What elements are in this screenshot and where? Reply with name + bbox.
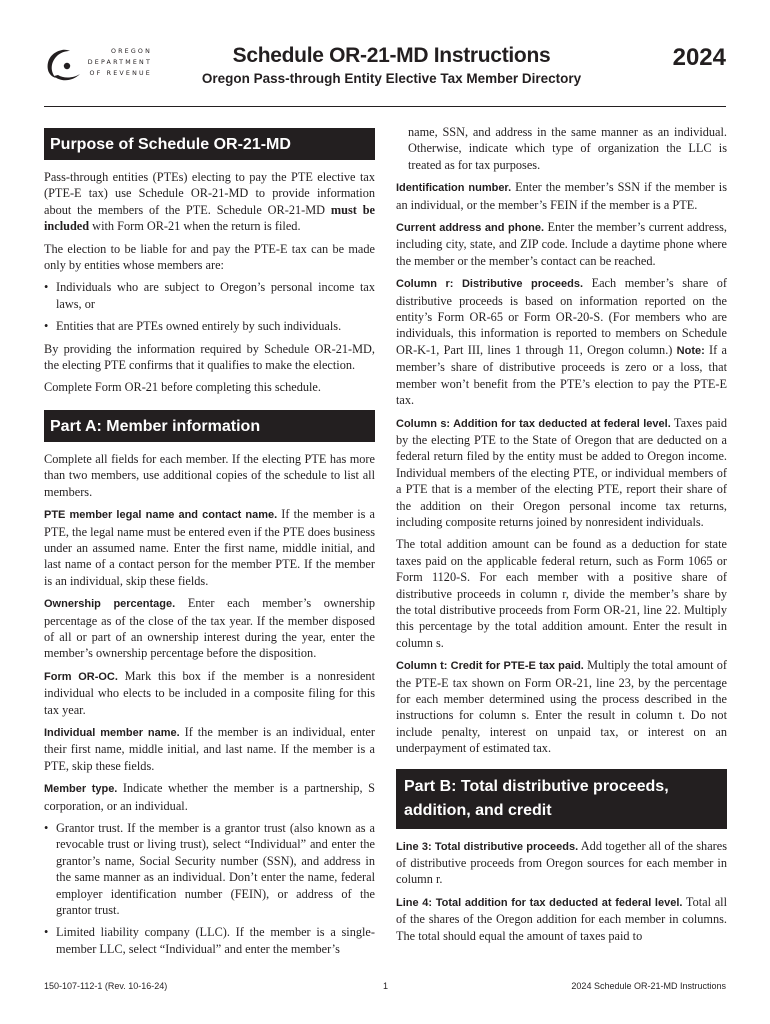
list-item: • Individuals who are subject to Oregon’s personal income tax laws, or bbox=[44, 279, 375, 312]
paragraph: PTE member legal name and contact name. If the member is a PTE, the legal name must be entered even if the PTE does business under an assumed name. Enter the first name, middle initial, and last name of a contact person for the member PTE. If the member is an individual, skip these fields. bbox=[44, 507, 375, 588]
logo-line: OREGON bbox=[110, 48, 152, 55]
term-label: Individual member name. bbox=[44, 726, 180, 739]
term-label: Form OR-OC. bbox=[44, 670, 118, 683]
section-heading-part-b: Part B: Total distributive proceeds, addition, and credit bbox=[396, 769, 727, 829]
paragraph: The total addition amount can be found as a deduction for state taxes paid on the applicable federal return, such as Form 1065 or Form 1120-S. For each member with a positive share of distributive proceeds in column r, divide the member’s share by the total distributive proceeds from Form OR-21, line 22. Multiply this percentage by the total addition amount. Enter the result in column s. bbox=[396, 537, 727, 650]
oregon-swoosh-icon bbox=[44, 46, 84, 84]
term-label: PTE member legal name and contact name. bbox=[44, 509, 278, 522]
term-label: Column s: Addition for tax deducted at federal level. bbox=[396, 417, 671, 430]
term-label: Member type. bbox=[44, 783, 118, 796]
paragraph: Column s: Addition for tax deducted at federal level. Taxes paid by the electing PTE to the State of Oregon that are deducted on a federal return filed by the entity must be added to Oregon income. Individual members of the electing PTE, or individual members of a PTE that is a member of the electing PTE, report their share of the addition on their Oregon personal income tax returns, including composite returns joined by nonresident individuals. bbox=[396, 415, 727, 529]
paragraph: Member type. Indicate whether the member is a partnership, S corporation, or an individual. bbox=[44, 781, 375, 813]
paragraph: Line 3: Total distributive proceeds. Add together all of the shares of distributive proceeds from Oregon sources for each member in column r. bbox=[396, 838, 727, 887]
paragraph: By providing the information required by Schedule OR-21-MD, the electing PTE confirms that it qualifies to make the election. bbox=[44, 341, 375, 373]
paragraph: Ownership percentage. Enter each member’s ownership percentage as of the close of the tax year. If the member disposed of all or part of an ownership interest during the year, enter the member’s ownership percentage before the disposition. bbox=[44, 596, 376, 661]
header-divider bbox=[44, 106, 726, 107]
paragraph: The election to be liable for and pay the PTE-E tax can be made only by entities whose members are: bbox=[44, 241, 375, 273]
logo-wordmark bbox=[86, 46, 152, 79]
paragraph: Individual member name. If the member is an individual, enter their first name, middle initial, and last name. If the member is a PTE, skip these fields. bbox=[44, 724, 375, 773]
page-header bbox=[44, 38, 726, 108]
page-subtitle: Oregon Pass-through Entity Elective Tax Member Directory bbox=[201, 71, 582, 86]
paragraph-continued: name, SSN, and address in the same manner as an individual. Otherwise, indicate which type of organization the LLC is treated as for tax purposes. bbox=[408, 125, 727, 172]
right-column bbox=[396, 124, 727, 950]
logo-line: OF REVENUE bbox=[89, 70, 152, 77]
section-heading-part-a: Part A: Member information bbox=[44, 410, 375, 442]
section-heading-purpose: Purpose of Schedule OR-21-MD bbox=[44, 128, 375, 160]
term-label: Column r: Distributive proceeds. bbox=[396, 278, 584, 291]
footer-title: 2024 Schedule OR-21-MD Instructions bbox=[571, 981, 726, 991]
term-label: Line 3: Total distributive proceeds. bbox=[396, 840, 579, 853]
list-item: • Entities that are PTEs owned entirely by such individuals. bbox=[44, 318, 375, 334]
page-title: Schedule OR-21-MD Instructions bbox=[232, 44, 551, 67]
logo-line: DEPARTMENT bbox=[87, 59, 152, 66]
paragraph: Current address and phone. Enter the member’s current address, including city, state, and ZIP code. Include a daytime phone where the member or the member’s contact can be reached. bbox=[396, 220, 727, 268]
paragraph: Complete Form OR-21 before completing this schedule. bbox=[44, 380, 321, 395]
term-label: Line 4: Total addition for tax deducted at federal level. bbox=[396, 896, 683, 909]
oregon-dor-logo bbox=[44, 46, 152, 86]
term-label: Current address and phone. bbox=[396, 222, 545, 235]
paragraph: Line 4: Total addition for tax deducted at federal level. Total all of the shares of the Oregon addition for each member in columns. The total should equal the amount of taxes paid to bbox=[396, 894, 727, 943]
term-label: Ownership percentage. bbox=[44, 598, 176, 611]
bullet-list bbox=[44, 279, 375, 334]
list-item: • Limited liability company (LLC). If the member is a single-member LLC, select “Individual” and enter the member’s bbox=[44, 924, 375, 957]
paragraph: Complete all fields for each member. If the electing PTE has more than two members, use additional copies of the schedule to list all members. bbox=[44, 451, 375, 499]
tax-year: 2024 bbox=[672, 44, 726, 71]
footer-page-number: 1 bbox=[383, 981, 389, 991]
term-label: Identification number. bbox=[396, 182, 512, 195]
note-label: Note: bbox=[676, 344, 705, 357]
paragraph: Form OR-OC. Mark this box if the member is a nonresident individual who elects to be included in a composite filing for this tax year. bbox=[44, 668, 376, 717]
bullet-list bbox=[44, 820, 375, 957]
footer-form-number: 150-107-112-1 (Rev. 10-16-24) bbox=[44, 981, 168, 991]
paragraph: Identification number. Enter the member’s SSN if the member is an individual, or the member’s FEIN if the member is a PTE. bbox=[396, 180, 727, 212]
left-column bbox=[44, 124, 375, 963]
paragraph: Column t: Credit for PTE-E tax paid. Multiply the total amount of the PTE-E tax shown on Form OR-21, line 23, by the percentage for each member determined using the process described in the instructions for column s. Enter the result in column t. Do not include penalty, interest on unpaid tax, or interest on an underpayment of estimated tax. bbox=[396, 658, 727, 756]
paragraph: Pass-through entities (PTEs) electing to pay the PTE elective tax (PTE-E tax) use Schedule OR-21-MD to provide information about the members of the PTE. Schedule OR-21-MD must be included with Form OR-21 when the return is filed. bbox=[44, 170, 376, 234]
term-label: Column t: Credit for PTE-E tax paid. bbox=[396, 660, 584, 673]
list-item: • Grantor trust. If the member is a grantor trust (also known as a revocable trust or living trust), select “Individual” and enter the grantor’s name, Social Security number (SSN), and address in the same manner as an individual. Don’t enter the name, federal employer identification number (FEIN), or address of the grantor trust. bbox=[44, 820, 375, 918]
paragraph: Column r: Distributive proceeds. Each member’s share of distributive proceeds is based on information reported on the entity’s Form OR-65 or Form OR-20-S. (For members who are individuals, this information is reported to members on Schedule OR-K-1, Part III, lines 1 through 11, Oregon column.) Note: If a member’s share of distributive proceeds is zero or a loss, that member won’t benefit from the PTE’s election to pay the PTE-E tax. bbox=[396, 276, 727, 408]
